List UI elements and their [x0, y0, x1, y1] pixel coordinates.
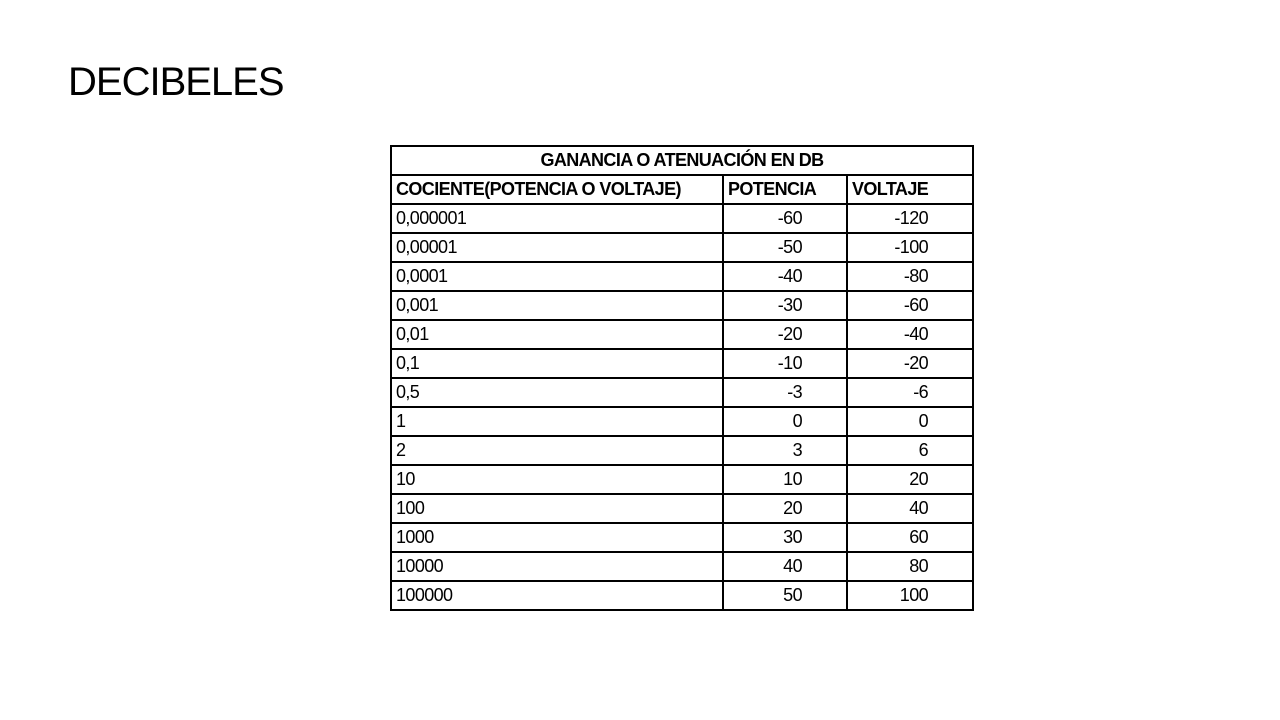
potencia-cell: 20: [723, 494, 847, 523]
table-row: [391, 204, 973, 233]
column-header-potencia: POTENCIA: [723, 175, 847, 204]
ratio-cell: 100000: [391, 581, 723, 610]
voltaje-cell: -120: [847, 204, 973, 233]
potencia-cell: -50: [723, 233, 847, 262]
ratio-cell: 0,01: [391, 320, 723, 349]
potencia-cell: -10: [723, 349, 847, 378]
decibel-table: [390, 145, 974, 611]
voltaje-cell: 60: [847, 523, 973, 552]
table-row: [391, 465, 973, 494]
ratio-cell: 0,1: [391, 349, 723, 378]
voltaje-cell: -80: [847, 262, 973, 291]
ratio-cell: 0,000001: [391, 204, 723, 233]
table-row: [391, 581, 973, 610]
table-row: [391, 378, 973, 407]
ratio-cell: 0,00001: [391, 233, 723, 262]
column-header-voltaje: VOLTAJE: [847, 175, 973, 204]
voltaje-cell: -60: [847, 291, 973, 320]
table-row: [391, 349, 973, 378]
ratio-cell: 0,001: [391, 291, 723, 320]
voltaje-cell: -20: [847, 349, 973, 378]
potencia-cell: -30: [723, 291, 847, 320]
table-row: [391, 494, 973, 523]
table-row: [391, 436, 973, 465]
table-title-row: [391, 146, 973, 175]
ratio-cell: 10: [391, 465, 723, 494]
ratio-cell: 1000: [391, 523, 723, 552]
ratio-cell: 2: [391, 436, 723, 465]
table-row: [391, 320, 973, 349]
voltaje-cell: -100: [847, 233, 973, 262]
potencia-cell: 3: [723, 436, 847, 465]
potencia-cell: -3: [723, 378, 847, 407]
voltaje-cell: 20: [847, 465, 973, 494]
voltaje-cell: -40: [847, 320, 973, 349]
potencia-cell: 50: [723, 581, 847, 610]
voltaje-cell: -6: [847, 378, 973, 407]
potencia-cell: -40: [723, 262, 847, 291]
potencia-cell: -20: [723, 320, 847, 349]
potencia-cell: 30: [723, 523, 847, 552]
potencia-cell: 10: [723, 465, 847, 494]
ratio-cell: 0,5: [391, 378, 723, 407]
ratio-cell: 0,0001: [391, 262, 723, 291]
table-row: [391, 262, 973, 291]
column-header-cociente: COCIENTE(POTENCIA O VOLTAJE): [391, 175, 723, 204]
potencia-cell: -60: [723, 204, 847, 233]
table-row: [391, 233, 973, 262]
potencia-cell: 40: [723, 552, 847, 581]
voltaje-cell: 6: [847, 436, 973, 465]
voltaje-cell: 40: [847, 494, 973, 523]
ratio-cell: 100: [391, 494, 723, 523]
table-row: [391, 523, 973, 552]
voltaje-cell: 0: [847, 407, 973, 436]
table-header-row: [391, 175, 973, 204]
ratio-cell: 10000: [391, 552, 723, 581]
table-row: [391, 552, 973, 581]
table-row: [391, 407, 973, 436]
voltaje-cell: 80: [847, 552, 973, 581]
table-body: [391, 204, 973, 610]
table-title: GANANCIA O ATENUACIÓN EN DB: [391, 146, 973, 175]
table-row: [391, 291, 973, 320]
slide-title: DECIBELES: [68, 60, 284, 104]
potencia-cell: 0: [723, 407, 847, 436]
ratio-cell: 1: [391, 407, 723, 436]
voltaje-cell: 100: [847, 581, 973, 610]
